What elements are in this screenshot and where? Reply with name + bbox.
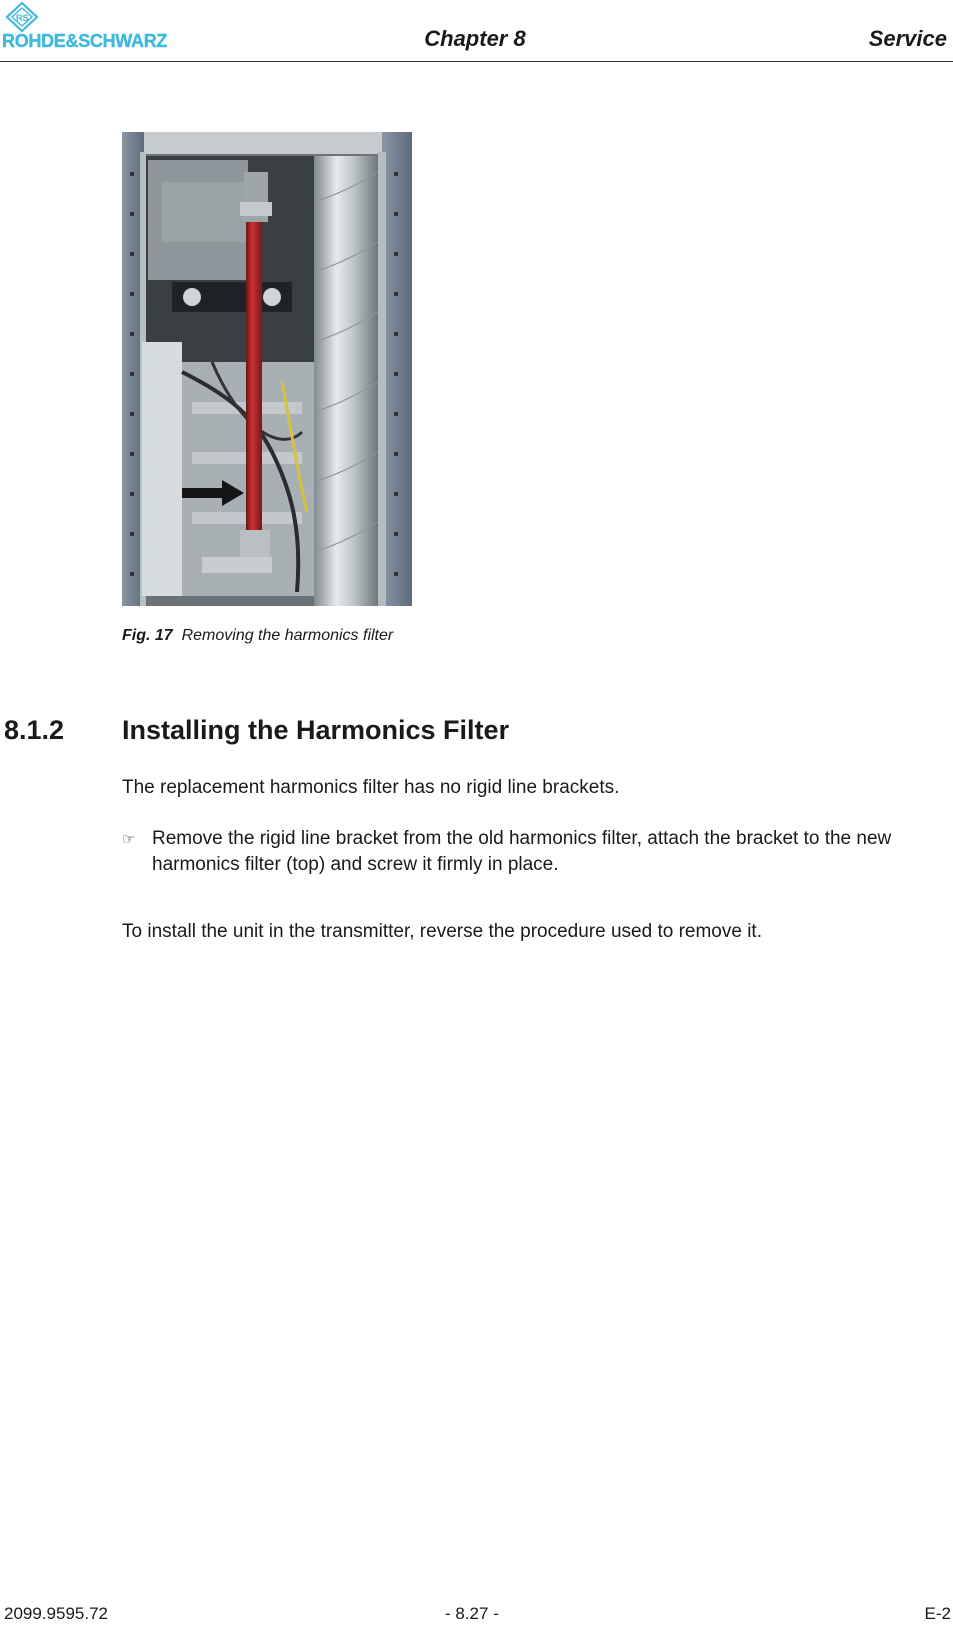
page-number: - 8.27 - (445, 1604, 499, 1623)
svg-text:RS: RS (16, 13, 29, 23)
transmitter-rack-photo (122, 132, 412, 606)
instruction-step-text: Remove the rigid line bracket from the old harmonics filter, attach the bracket to the new harmonics filter (top) and screw it firmly in place. (152, 828, 892, 875)
pointing-hand-icon: ☞ (122, 831, 136, 848)
section-number: 8.1.2 (4, 715, 65, 745)
paragraph: To install the unit in the transmitter, reverse the procedure used to remove it. (122, 921, 762, 942)
page-footer (0, 1604, 953, 1629)
figure-caption-text: Removing the harmonics filter (181, 627, 394, 644)
header-divider (0, 61, 953, 62)
rs-diamond-icon (4, 2, 44, 34)
figure-photo (122, 132, 412, 606)
page-header (0, 0, 953, 62)
section-heading (4, 715, 509, 746)
figure-caption (122, 627, 393, 645)
edition: E-2 (924, 1604, 951, 1623)
logo-wordmark: ROHDE&SCHWARZ (2, 31, 168, 51)
paragraph: The replacement harmonics filter has no rigid line brackets. (122, 777, 620, 798)
instruction-step (122, 826, 952, 878)
chapter-title: Chapter 8 (424, 26, 526, 51)
figure-label: Fig. 17 (122, 627, 173, 644)
section-title: Service (868, 26, 947, 51)
doc-number: 2099.9595.72 (4, 1604, 108, 1623)
rohde-schwarz-logo (0, 2, 230, 52)
section-heading-title: Installing the Harmonics Filter (122, 715, 510, 745)
